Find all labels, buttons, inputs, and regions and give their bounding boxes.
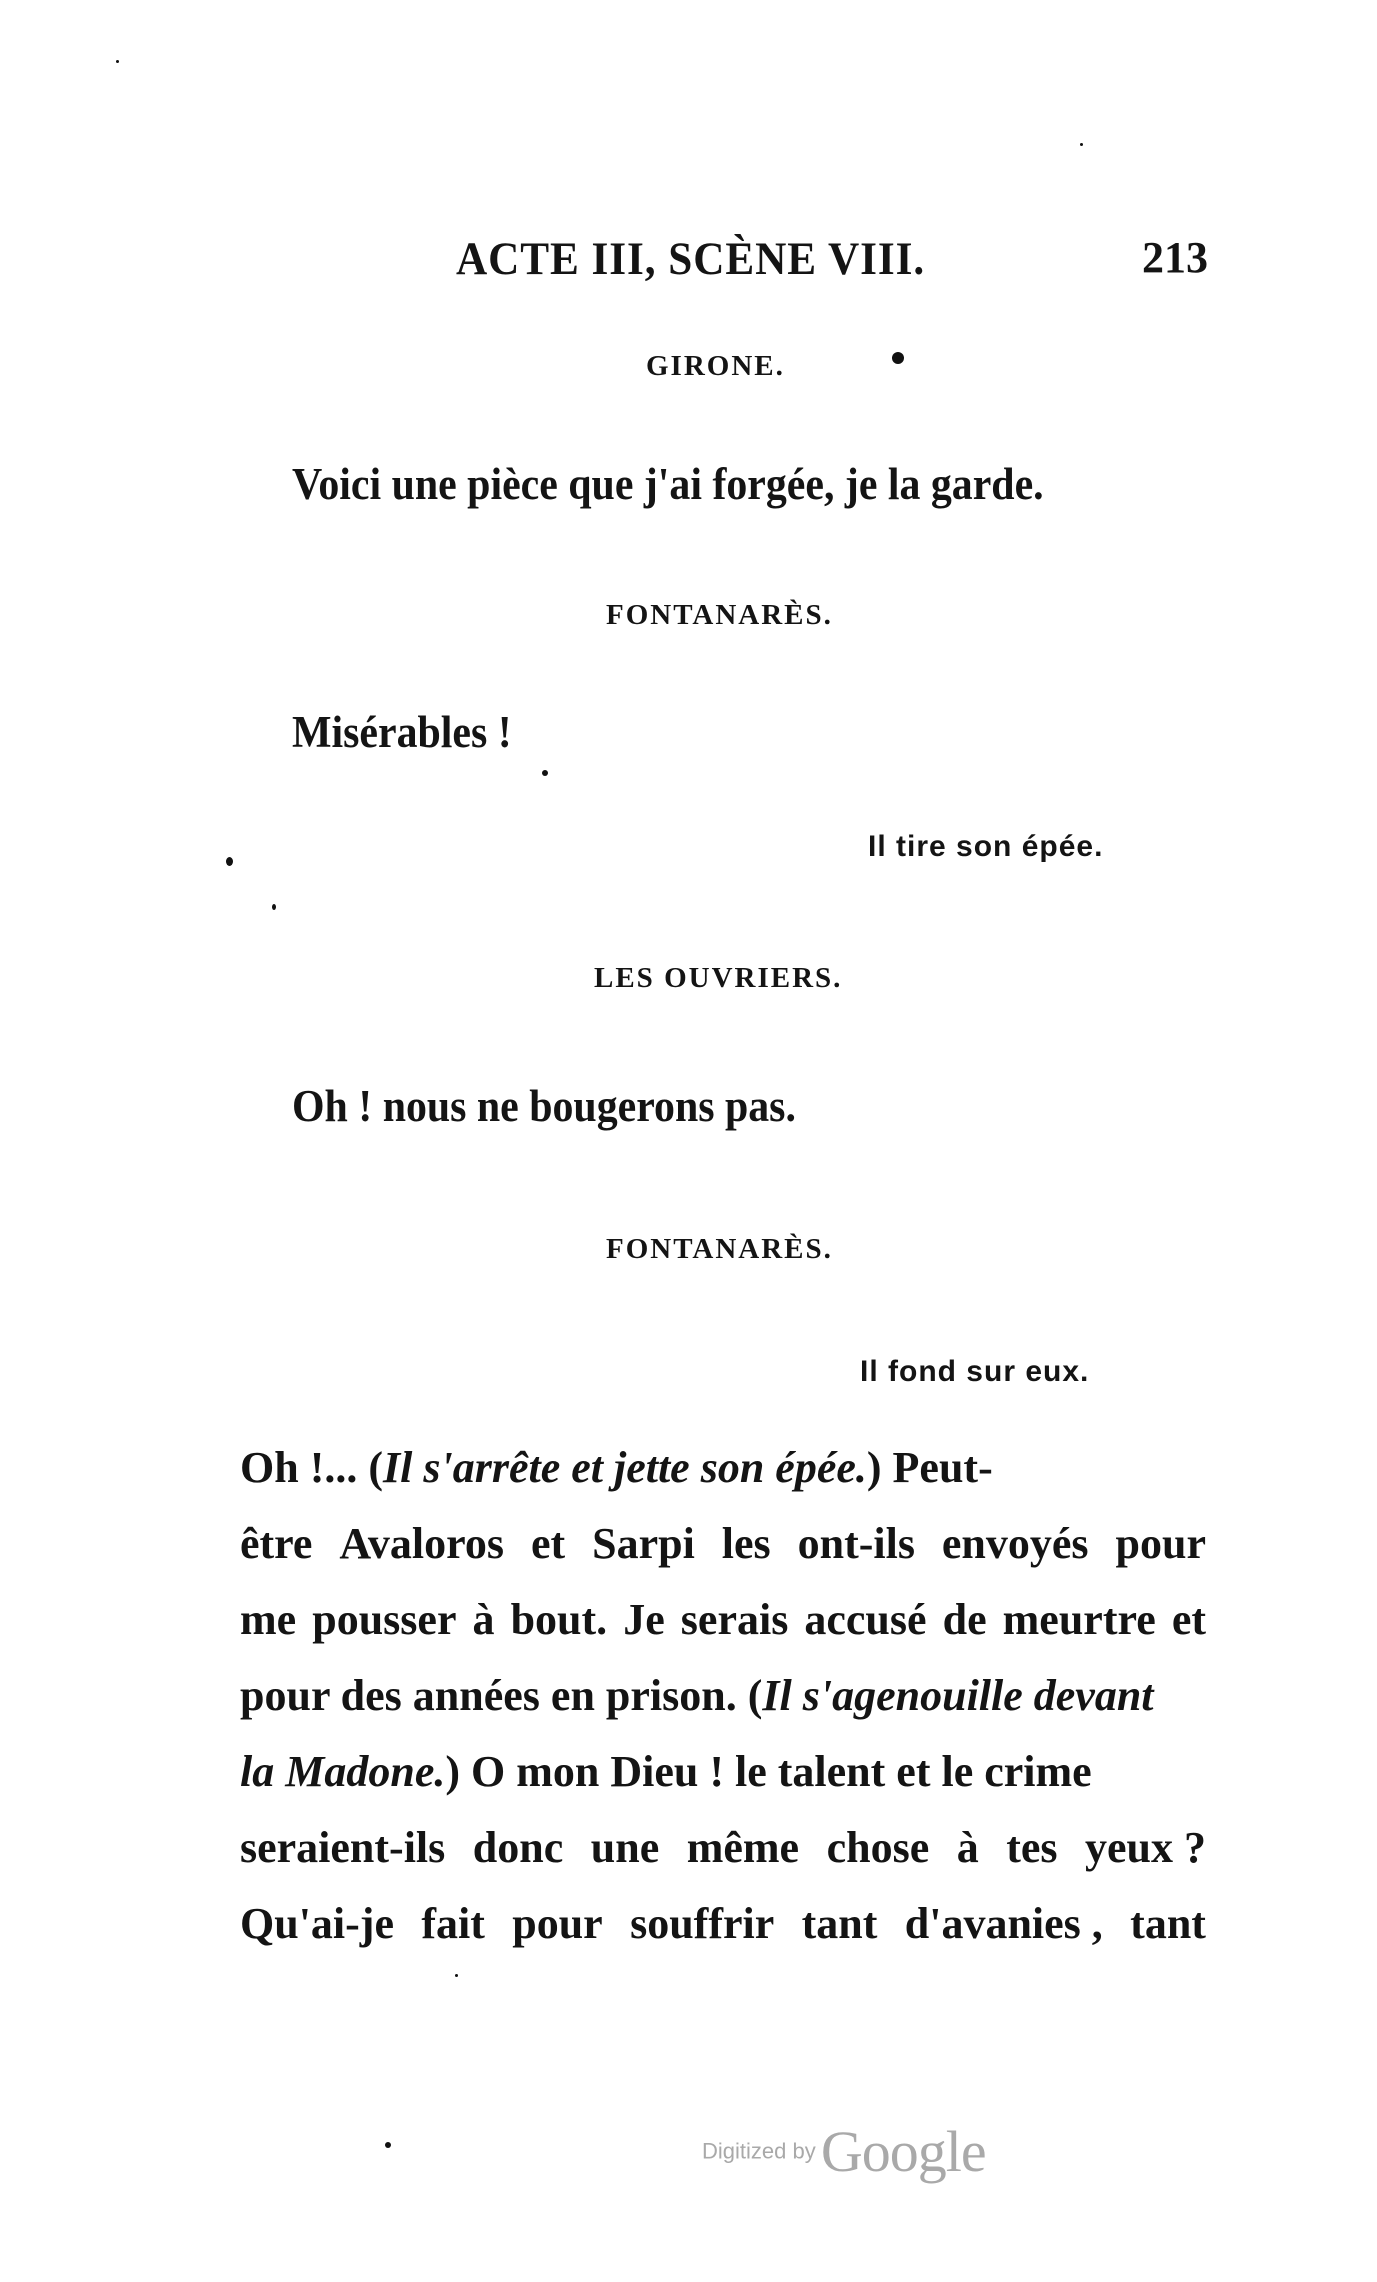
- prose-word: Avaloros: [339, 1519, 504, 1568]
- prose-word: pour: [512, 1899, 603, 1948]
- ink-speck: [455, 1974, 458, 1977]
- stage-direction-1: Il tire son épée.: [868, 830, 1104, 863]
- prose-line: [240, 1734, 1206, 1810]
- prose-word: même: [686, 1823, 800, 1872]
- prose-word: accusé: [804, 1595, 927, 1644]
- ink-speck: [226, 857, 233, 866]
- speaker-fontanares-1: FONTANARÈS.: [606, 599, 833, 631]
- prose-word: serais: [680, 1595, 789, 1644]
- ink-speck: [1080, 143, 1083, 146]
- prose-word: Qu'ai-je: [240, 1899, 394, 1948]
- dialogue-line-fontanares-1: Misérables !: [292, 707, 512, 757]
- prose-word: meurtre: [1002, 1595, 1156, 1644]
- prose-word: de: [942, 1595, 987, 1644]
- prose-word: une: [590, 1823, 660, 1872]
- ink-speck: [116, 60, 119, 63]
- speaker-girone: GIRONE.: [646, 350, 785, 382]
- speaker-ouvriers: LES OUVRIERS.: [594, 962, 843, 994]
- running-head: ACTE III, SCÈNE VIII.: [456, 233, 926, 285]
- ink-speck: [892, 352, 904, 364]
- prose-word: souffrir: [630, 1899, 775, 1948]
- prose-text: pour des années en prison. (: [240, 1671, 763, 1720]
- prose-word: Je: [623, 1595, 665, 1644]
- prose-italic-text: Il s'arrête et jette son épée.: [383, 1443, 867, 1492]
- prose-italic-text: Il s'agenouille devant: [762, 1671, 1154, 1720]
- prose-line: [240, 1810, 1206, 1886]
- prose-word: à: [956, 1823, 979, 1872]
- prose-word: seraient-ils: [240, 1823, 446, 1872]
- prose-fragment: [240, 1430, 993, 1506]
- prose-word: tant: [801, 1899, 878, 1948]
- prose-line: [240, 1506, 1206, 1582]
- prose-text: ) O mon Dieu ! le talent et le crime: [445, 1747, 1092, 1796]
- ink-speck: [542, 770, 548, 776]
- prose-line: [240, 1886, 1206, 1962]
- prose-word: envoyés: [941, 1519, 1089, 1568]
- dialogue-line-girone: Voici une pièce que j'ai forgée, je la garde.: [292, 459, 1044, 509]
- watermark-prefix: Digitized by: [702, 2138, 816, 2164]
- prose-text: Oh !... (: [240, 1443, 383, 1492]
- dialogue-line-ouvriers: Oh ! nous ne bougerons pas.: [292, 1081, 796, 1131]
- prose-word: pousser: [312, 1595, 457, 1644]
- prose-italic-text: la Madone.: [240, 1747, 446, 1796]
- ink-speck: [272, 904, 276, 910]
- prose-fragment: [240, 1658, 1154, 1734]
- digitized-by-google-watermark: [702, 2118, 986, 2185]
- speaker-fontanares-2: FONTANARÈS.: [606, 1233, 833, 1265]
- prose-word: pour: [1115, 1519, 1206, 1568]
- prose-line: [240, 1658, 1206, 1734]
- prose-word: et: [530, 1519, 566, 1568]
- prose-fragment: [240, 1734, 1092, 1810]
- prose-word: tant: [1130, 1899, 1206, 1948]
- prose-word: Sarpi: [592, 1519, 695, 1568]
- prose-word: donc: [472, 1823, 564, 1872]
- prose-word: à: [472, 1595, 495, 1644]
- prose-text: ) Peut-: [866, 1443, 993, 1492]
- prose-word: d'avanies ,: [904, 1899, 1103, 1948]
- prose-word: ont-ils: [797, 1519, 915, 1568]
- prose-word: chose: [826, 1823, 930, 1872]
- prose-word: tes: [1006, 1823, 1058, 1872]
- prose-word: les: [721, 1519, 771, 1568]
- google-logo: Google: [820, 2119, 986, 2184]
- prose-word: fait: [421, 1899, 485, 1948]
- page-number: 213: [1142, 233, 1208, 282]
- prose-word: être: [240, 1519, 313, 1568]
- prose-paragraph: [240, 1430, 1206, 1962]
- prose-word: et: [1171, 1595, 1206, 1644]
- ink-speck: [385, 2142, 391, 2148]
- prose-line: [240, 1582, 1206, 1658]
- prose-word: me: [240, 1595, 297, 1644]
- prose-line: [240, 1430, 1206, 1506]
- stage-direction-2: Il fond sur eux.: [860, 1355, 1090, 1388]
- prose-word: bout.: [510, 1595, 608, 1644]
- prose-word: yeux ?: [1085, 1823, 1206, 1872]
